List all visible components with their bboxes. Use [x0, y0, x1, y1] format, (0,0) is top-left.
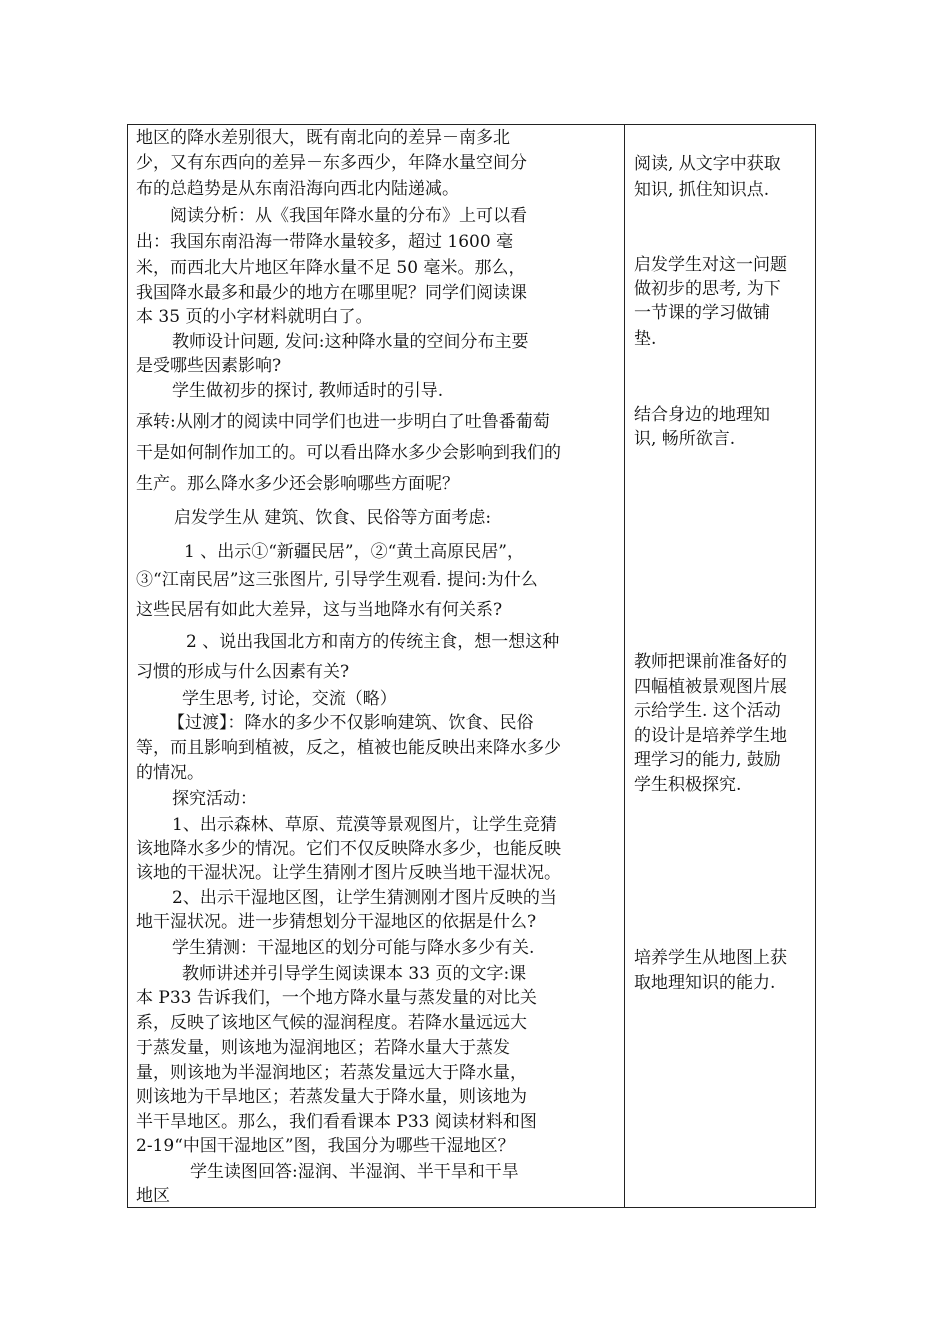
content-line: 学生思考, 讨论，交流（略）	[182, 689, 397, 709]
content-line: 这些民居有如此大差异，这与当地降水有何关系?	[136, 600, 503, 620]
content-line: 启发学生从 建筑、饮食、民俗等方面考虑:	[174, 508, 492, 528]
content-line: 少，又有东西向的差异－东多西少，年降水量空间分	[136, 153, 527, 173]
intent-line: 阅读, 从文字中获取	[634, 154, 781, 174]
content-line: 量，则该地为半湿润地区；若蒸发量远大于降水量，	[136, 1063, 527, 1083]
content-line: 【过渡】：降水的多少不仅影响建筑、饮食、民俗	[168, 713, 534, 733]
content-line: 地区	[136, 1186, 170, 1206]
intent-line: 示给学生. 这个活动	[634, 701, 781, 721]
content-line: 该地的干湿状况。让学生猜刚才图片反映当地干湿状况。	[136, 863, 561, 883]
content-line: 学生读图回答:湿润、半湿润、半干旱和干旱	[190, 1162, 519, 1182]
content-line: 干是如何制作加工的。可以看出降水多少会影响到我们的	[136, 443, 561, 463]
content-line: 我国降水最多和最少的地方在哪里呢？同学们阅读课	[136, 283, 527, 303]
content-line: 探究活动：	[172, 789, 257, 809]
content-line: 学生猜测：干湿地区的划分可能与降水多少有关.	[172, 938, 535, 958]
content-line: 2 、说出我国北方和南方的传统主食，想一想这种	[186, 632, 560, 652]
lesson-table	[127, 124, 816, 1208]
content-line: 地区的降水差别很大，既有南北向的差异－南多北	[136, 128, 510, 148]
intent-line: 启发学生对这一问题	[634, 255, 787, 275]
intent-line: 做初步的思考, 为下	[634, 279, 781, 299]
content-line: 的情况。	[136, 763, 204, 783]
intent-line: 取地理知识的能力.	[634, 973, 776, 993]
content-line: 2、出示干湿地区图，让学生猜测刚才图片反映的当	[172, 888, 557, 908]
intent-line: 理学习的能力, 鼓励	[634, 750, 781, 770]
content-line: 则该地为干旱地区；若蒸发量大于降水量，则该地为	[136, 1087, 527, 1107]
content-line: 学生做初步的探讨, 教师适时的引导.	[172, 381, 444, 401]
intent-line: 四幅植被景观图片展	[634, 677, 787, 697]
intent-line: 培养学生从地图上获	[634, 948, 787, 968]
intent-line: 教师把课前准备好的	[634, 652, 787, 672]
intent-line: 一节课的学习做铺	[634, 303, 770, 323]
content-line: 2-19“中国干湿地区”图，我国分为哪些干湿地区？	[136, 1136, 515, 1156]
content-line: 本 35 页的小字材料就明白了。	[136, 307, 373, 327]
content-line: 出：我国东南沿海一带降水量较多，超过 1600 毫	[136, 232, 514, 252]
intent-line: 识, 畅所欲言.	[634, 429, 736, 449]
intent-line: 知识, 抓住知识点.	[634, 180, 770, 200]
content-line: 是受哪些因素影响?	[136, 356, 282, 376]
content-line: 地干湿状况。进一步猜想划分干湿地区的依据是什么?	[136, 912, 537, 932]
content-line: 该地降水多少的情况。它们不仅反映降水多少，也能反映	[136, 839, 561, 859]
intent-line: 垫.	[634, 329, 657, 349]
content-line: 习惯的形成与什么因素有关?	[136, 662, 350, 682]
content-line: 1、出示森林、草原、荒漠等景观图片，让学生竞猜	[172, 815, 557, 835]
content-line: 系，反映了该地区气候的湿润程度。若降水量远远大	[136, 1013, 527, 1033]
content-line: 教师设计问题, 发问:这种降水量的空间分布主要	[172, 332, 529, 352]
content-line: 半干旱地区。那么，我们看看课本 P33 阅读材料和图	[136, 1112, 537, 1132]
intent-line: 的设计是培养学生地	[634, 726, 787, 746]
content-line: 阅读分析：从《我国年降水量的分布》上可以看	[170, 206, 527, 226]
content-line: 于蒸发量，则该地为湿润地区；若降水量大于蒸发	[136, 1038, 510, 1058]
column-divider	[624, 125, 625, 1207]
content-line: 等，而且影响到植被，反之，植被也能反映出来降水多少	[136, 738, 561, 758]
content-line: 教师讲述并引导学生阅读课本 33 页的文字:课	[182, 964, 527, 984]
content-line: 承转:从刚才的阅读中同学们也进一步明白了吐鲁番葡萄	[136, 412, 550, 432]
content-line: 布的总趋势是从东南沿海向西北内陆递减。	[136, 179, 459, 199]
content-line: 生产。那么降水多少还会影响哪些方面呢？	[136, 474, 459, 494]
content-line: ③“江南民居”这三张图片, 引导学生观看. 提问:为什么	[136, 570, 538, 590]
content-line: 本 P33 告诉我们，一个地方降水量与蒸发量的对比关	[136, 988, 537, 1008]
intent-line: 结合身边的地理知	[634, 405, 770, 425]
content-line: 米，而西北大片地区年降水量不足 50 毫米。那么，	[136, 258, 526, 278]
content-line: 1 、出示①“新疆民居”，②“黄土高原民居”，	[184, 542, 524, 562]
intent-line: 学生积极探究.	[634, 775, 742, 795]
